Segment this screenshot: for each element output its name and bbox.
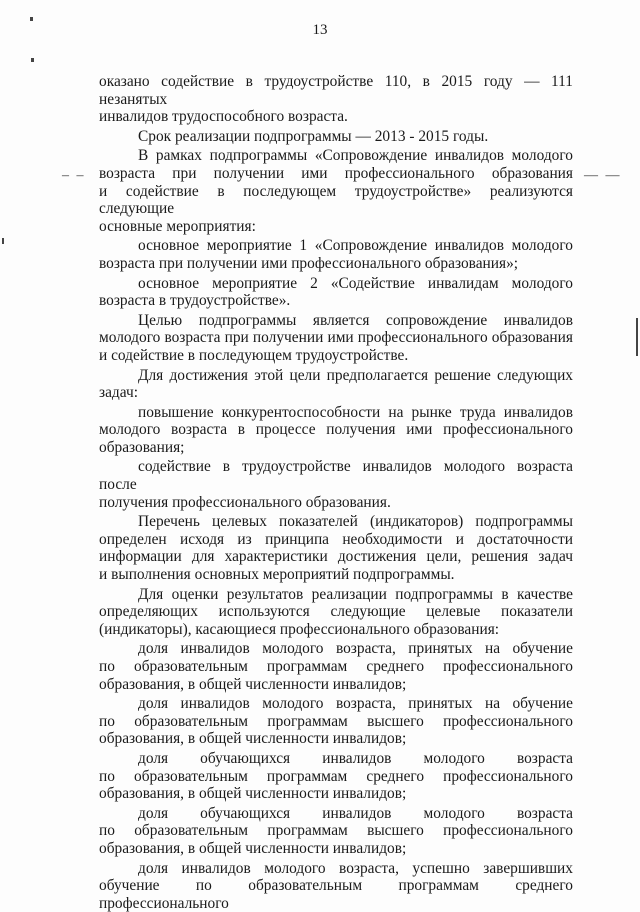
paragraph-line: по образовательным программам высшего профессионального <box>99 822 573 840</box>
paragraph-line: Перечень целевых показателей (индикаторов) подпрограммы <box>138 513 573 531</box>
paragraph-line: и выполнения основных мероприятий подпрограммы. <box>99 566 455 584</box>
right-edge-mark <box>636 318 638 356</box>
paragraph-line: основное мероприятие 1 «Сопровождение инвалидов молодого <box>138 237 573 255</box>
paragraph-line: основное мероприятие 2 «Содействие инвалидам молодого <box>138 274 573 292</box>
paragraph-line: возраста при получении ими профессионального образования»; <box>99 254 519 272</box>
paragraph-line: доля инвалидов молодого возраста, успешно завершивших <box>138 859 573 877</box>
paragraph-line: доля инвалидов молодого возраста, принятых на обучение <box>138 695 573 713</box>
paragraph-line: молодого возраста в процессе получения ими профессионального <box>99 421 573 439</box>
document-body <box>99 73 573 912</box>
paragraph-line: возраста при получении ими профессионального образования <box>99 164 573 182</box>
paragraph-line: Для достижения этой цели предполагается решение следующих <box>138 366 573 384</box>
paragraph-line: задач: <box>99 384 138 402</box>
paragraph-line: Срок реализации подпрограммы — 2013 - 2015 годы. <box>138 127 489 145</box>
paragraph-line: образования; <box>99 438 185 456</box>
paragraph-line: информации для характеристики достижения цели, решения задач <box>99 548 573 566</box>
paragraph-line: основные мероприятия: <box>99 217 256 235</box>
paragraph-line: и содействие в последующем трудоустройстве» реализуются следующие <box>99 182 573 218</box>
paragraph-line: содействие в трудоустройстве инвалидов молодого возраста после <box>99 458 573 494</box>
paragraph-line: образования, в общей численности инвалидов; <box>99 785 407 803</box>
paragraph-line: доля инвалидов молодого возраста, принятых на обучение <box>138 640 573 658</box>
paragraph-line: обучение по образовательным программам среднего профессионального <box>99 877 573 912</box>
left-margin-dashes: – – <box>62 168 86 183</box>
paragraph-line: по образовательным программам высшего профессионального <box>99 712 573 730</box>
paragraph-line: повышение конкурентоспособности на рынке труда инвалидов <box>138 403 573 421</box>
paragraph-line: образования, в общей численности инвалидов; <box>99 839 407 857</box>
paragraph-line: (индикаторы), касающиеся профессионального образования: <box>99 620 500 638</box>
margin-dot <box>31 58 34 62</box>
page-number: 13 <box>312 22 328 38</box>
margin-dot <box>2 238 4 244</box>
right-margin-dashes: — — <box>584 168 622 183</box>
margin-dot <box>30 17 33 21</box>
paragraph-line: определяющих используются следующие целевые показатели <box>99 603 573 621</box>
paragraph-line: по образовательным программам среднего профессионального <box>99 767 573 785</box>
paragraph-line: и содействие в последующем трудоустройстве. <box>99 346 409 364</box>
paragraph-line: образования, в общей численности инвалидов; <box>99 730 407 748</box>
paragraph-line: доля обучающихся инвалидов молодого возраста <box>138 749 573 767</box>
paragraph-line: возраста в трудоустройстве». <box>99 292 291 310</box>
paragraph-line: определен исходя из принципа необходимости и достаточности <box>99 530 573 548</box>
paragraph-line: по образовательным программам среднего профессионального <box>99 658 573 675</box>
paragraph-line: Для оценки результатов реализации подпрограммы в качестве <box>138 585 573 603</box>
paragraph-line: инвалидов трудоспособного возраста. <box>99 108 348 126</box>
paragraph-line: В рамках подпрограммы «Сопровождение инвалидов молодого <box>138 147 573 165</box>
paragraph-line: получения профессионального образования. <box>99 493 391 511</box>
paragraph-line: доля обучающихся инвалидов молодого возраста <box>138 804 573 822</box>
paragraph-line: оказано содействие в трудоустройстве 110, в 2015 году — 111 незанятых <box>99 73 573 108</box>
paragraph-line: молодого возраста при получении ими профессионального образования <box>99 329 573 347</box>
paragraph-line: образования, в общей численности инвалидов; <box>99 675 407 693</box>
paragraph-line: Целью подпрограммы является сопровождение инвалидов <box>138 311 573 329</box>
